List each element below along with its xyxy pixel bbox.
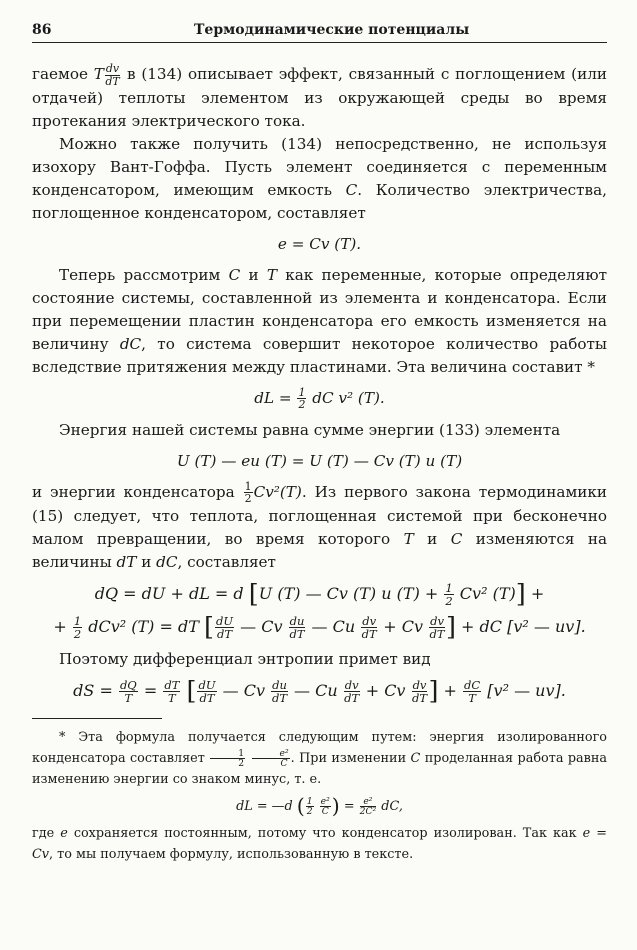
footnote-equation: dL = —d ( $\frac{1}{2}$ $\frac{\text{e²}}{C}$ ) = $\frac{\text{e²}}{\text{2C²}}$ dC, — [236, 794, 403, 819]
equation-entropy: dS = $\frac{dQ}{T}$ = $\frac{dT}{T}$ [ $\frac{dU}{dT}$ — Cv $\frac{du}{dT}$ — Cu $\frac{dv}{dT}$ + Cv $\frac{dv}{dT}$ ] + $\frac{dC}{T}$ [v² — uv]. — [73, 676, 566, 707]
page-body — [32, 63, 607, 865]
paragraph-5: и энергии конденсатора $\frac{1}{2}$ Cv²(T). Из первого закона термодинамики (15) следует, что теплота, поглощенная системой при бесконечно малом превращении, во время которого T и C изменяются на величины dT и dC, составляет — [32, 479, 608, 571]
footnote — [32, 727, 607, 865]
equation-heat-line-1: dQ = dU + dL = d [U (T) — Cv (T) u (T) + $\frac{1}{2}$ Cv² (T)] + — [94, 579, 545, 610]
footnote-text-1: * Эта формула получается следующим путем: энергия изолированного конденсатора составляет $\frac{1}{2}$ $\frac{\text{e²}}{C}$ . При изменении C проделанная работа равна изменению энергии со знаком минус, т. е. — [32, 730, 608, 788]
equation-heat-line-2: + $\frac{1}{2}$ dCv² (T) = dT [ $\frac{dU}{dT}$ — Cv $\frac{du}{dT}$ — Cu $\frac{dv}{dT}$ + Cv $\frac{dv}{dT}$ ] + dC [v² — uv]. — [53, 612, 586, 643]
equation-charge: e = Cv (T). — [277, 234, 362, 253]
paragraph-3: Теперь рассмотрим C и T как переменные, которые определяют состояние системы, составленной из элемента и конденсатора. Если при перемещении пластин конденсатора его емкость изменяется на величину dC, то система совершит некоторое количество работы вследствие притяжения между пластинами. Эта величина составит * — [32, 265, 607, 376]
book-page — [32, 22, 607, 865]
page-header — [32, 22, 607, 43]
paragraph-2: Можно также получить (134) непосредственно, не используя изохору Вант-Гоффа. Пусть элемент соединяется с переменным конденсатором, имеющим емкость C. Количество электричества, поглощенное конденсатором, составляет — [32, 134, 607, 222]
footnote-divider — [32, 718, 162, 719]
paragraph-6: Поэтому дифференциал энтропии примет вид — [59, 650, 431, 669]
equation-energy: U (T) — eu (T) = U (T) — Cv (T) u (T) — [176, 451, 463, 470]
running-title: Термодинамические потенциалы — [194, 22, 470, 38]
footnote-text-2: где e сохраняется постоянным, потому что конденсатор изолирован. Так как e = Cv, то мы получаем формулу, использованную в тексте. — [32, 826, 607, 863]
equation-work: dL = $\frac{1}{2}$ dC v² (T). — [254, 386, 385, 412]
page-number: 86 — [32, 22, 52, 38]
paragraph-4: Энергия нашей системы равна сумме энергии (133) элемента — [59, 420, 561, 439]
paragraph-1: гаемое T $\frac{dv}{dT}$ в (134) описывает эффект, связанный с поглощением (или отдачей) теплоты элементом из окружающей среды во время протекания электрического тока. — [32, 62, 607, 130]
